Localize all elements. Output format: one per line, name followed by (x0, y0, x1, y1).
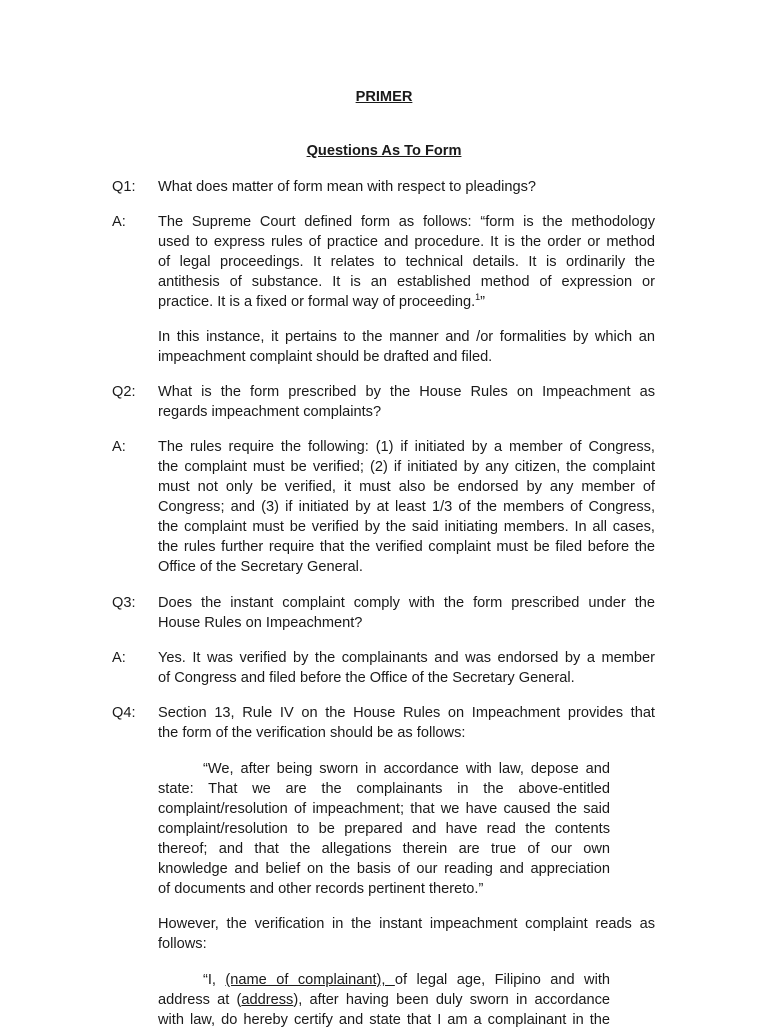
quote-line: complaint/resolution to be prepared and have read the contents (158, 821, 610, 837)
quote-line: thereof; and that the allegations therein are true of our own (158, 841, 610, 857)
question-text: Section 13, Rule IV on the House Rules on Impeachment provides that (158, 705, 655, 721)
question-text: What does matter of form mean with respect to pleadings? (158, 179, 536, 195)
answer-line: The Supreme Court defined form as follows: “form is the methodology (158, 214, 655, 230)
answer-line: the rules further require that the verified complaint must be filed before the (158, 539, 655, 555)
quote-text: of legal age, Filipino and with (394, 972, 610, 988)
quote-text: ), after having been duly sworn in accordance (293, 992, 610, 1008)
question-label: Q1: (112, 179, 136, 195)
answer-label: A: (112, 439, 126, 455)
quote-line: state: That we are the complainants in the above-entitled (158, 781, 610, 797)
quote-line: “We, after being sworn in accordance with law, depose and (203, 761, 610, 777)
quote-line: complaint/resolution of impeachment; that we have caused the said (158, 801, 610, 817)
answer-line: antithesis of substance. It is an established method of expression or (158, 274, 655, 290)
answer-line: the complaint must be verified by the said initiating members. In all cases, (158, 519, 655, 535)
quote-line: knowledge and belief on the basis of our reading and appreciation (158, 861, 610, 877)
question-text: What is the form prescribed by the House Rules on Impeachment as (158, 384, 655, 400)
footnote-marker: 1 (475, 292, 481, 302)
answer-line: of Congress and filed before the Office of the Secretary General. (158, 670, 575, 686)
answer-line: Congress; and (3) if initiated by at least 1/3 of the members of Congress, (158, 499, 655, 515)
quote-text: “I, (203, 972, 226, 988)
answer-label: A: (112, 214, 126, 230)
question-label: Q4: (112, 705, 136, 721)
answer-line: must not only be verified, it must also be endorsed by any member of (158, 479, 655, 495)
question-text: regards impeachment complaints? (158, 404, 382, 420)
answer-line: the complaint must be verified; (2) if initiated by any citizen, the complaint (158, 459, 655, 475)
paragraph-line: However, the verification in the instant impeachment complaint reads as (158, 916, 655, 932)
quote-line (158, 990, 610, 1010)
page-title: PRIMER (355, 89, 413, 105)
answer-line: impeachment complaint should be drafted and filed. (158, 349, 493, 365)
placeholder-name: (name of complainant), (225, 972, 395, 988)
quote-text: address at ( (158, 992, 242, 1008)
closing-quote: ” (480, 294, 486, 310)
answer-line: In this instance, it pertains to the manner and /or formalities by which an (158, 329, 655, 345)
answer-line-text: practice. It is a fixed or formal way of proceeding. (158, 294, 476, 310)
answer-line: Office of the Secretary General. (158, 559, 363, 575)
answer-line: used to express rules of practice and procedure. It is the order or method (158, 234, 655, 250)
question-text: the form of the verification should be as follows: (158, 725, 466, 741)
answer-line (158, 292, 485, 312)
question-label: Q2: (112, 384, 136, 400)
quote-line (203, 970, 610, 990)
answer-line: The rules require the following: (1) if initiated by a member of Congress, (158, 439, 655, 455)
quote-line: with law, do hereby certify and state that I am a complainant in the (158, 1012, 610, 1028)
section-heading: Questions As To Form (306, 143, 462, 159)
quote-line: of documents and other records pertinent thereto.” (158, 881, 484, 897)
answer-line: of legal proceedings. It relates to technical details. It is ordinarily the (158, 254, 655, 270)
question-label: Q3: (112, 595, 136, 611)
question-text: House Rules on Impeachment? (158, 615, 363, 631)
placeholder-address: address (241, 992, 294, 1008)
paragraph-line: follows: (158, 936, 207, 952)
question-text: Does the instant complaint comply with the form prescribed under the (158, 595, 655, 611)
answer-line: Yes. It was verified by the complainants and was endorsed by a member (158, 650, 655, 666)
answer-label: A: (112, 650, 126, 666)
